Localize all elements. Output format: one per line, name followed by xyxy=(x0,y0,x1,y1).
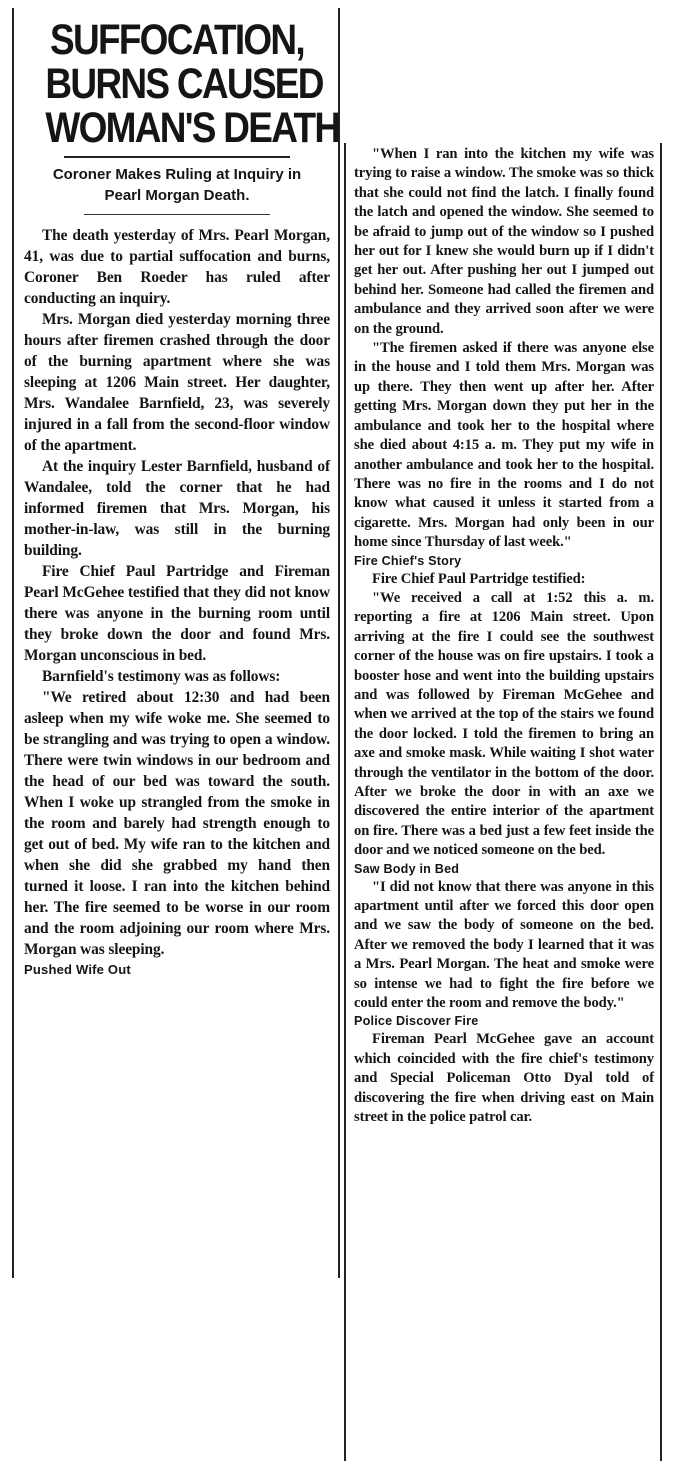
left-column-body xyxy=(24,225,330,979)
deck-rule xyxy=(84,214,270,215)
article-paragraph: At the inquiry Lester Barnfield, husband of Wandalee, told the corner that he had informed firemen that Mrs. Morgan, his mother-in-law, was still in the burning building. xyxy=(24,458,330,559)
deck: Coroner Makes Ruling at Inquiry in Pearl Morgan Death. xyxy=(52,166,302,204)
headline-rule xyxy=(64,156,290,158)
article-left-column xyxy=(12,8,340,1278)
article-subhead: Pushed Wife Out xyxy=(24,962,131,977)
article-subhead: Saw Body in Bed xyxy=(354,861,460,876)
article-paragraph: Fireman Pearl McGehee gave an account which coincided with the fire chief's testimony and Special Policeman Otto Dyal told of discovering the fire when driving east on Main street in the police patrol car. xyxy=(354,1031,654,1126)
article-paragraph: Fire Chief Paul Partridge testified: xyxy=(372,570,586,587)
article-subhead: Fire Chief's Story xyxy=(354,553,462,568)
headline-line: WOMAN'S DEATH xyxy=(45,104,340,152)
headline-line: SUFFOCATION, xyxy=(50,16,304,64)
article-subhead: Police Discover Fire xyxy=(354,1014,479,1029)
article-paragraph: Mrs. Morgan died yesterday morning three hours after firemen crashed through the door of the burning apartment where she was sleeping at 1206 Main street. Her daughter, Mrs. Wandalee Barnfield, 23, was severely injured in a fall from the second-floor window of the apartment. xyxy=(24,311,330,454)
article-paragraph: "I did not know that there was anyone in this apartment until after we forced this door open and we saw the body of someone on the bed. After we removed the body I learned that it was a Mrs. Pearl Morgan. The heat and smoke were so intense we had to fight the fire before we could enter the room and remove the body." xyxy=(354,878,654,1012)
article-paragraph: "We received a call at 1:52 this a. m. reporting a fire at 1206 Main street. Upon arriving at the fire I could see the southwest corner of the house was on fire upstairs. I took a booster hose and went into the building upstairs and was followed by Fireman McGehee and when we arrived at the top of the stairs we found the door locked. I told the firemen to bring an axe and smoke mask. While waiting I shot water through the ventilator in the bottom of the door. After we broke the door in with an axe we discovered the entire interior of the apartment on fire. There was a bed just a few feet inside the door and we noticed someone on the bed. xyxy=(354,589,654,859)
article-paragraph: Fire Chief Paul Partridge and Fireman Pearl McGehee testified that they did not know there was anyone in the burning room until they broke down the door and found Mrs. Morgan unconscious in bed. xyxy=(24,563,330,664)
article-paragraph: Barnfield's testimony was as follows: xyxy=(42,668,281,685)
article-right-column xyxy=(344,143,662,1461)
headline xyxy=(45,16,340,152)
right-column-body xyxy=(354,145,654,1128)
article-paragraph: "When I ran into the kitchen my wife was trying to raise a window. The smoke was so thick that she could not find the latch. I finally found the latch and opened the window. She seemed to be afraid to jump out of the window so I pushed her out for I knew she would burn up if I didn't get her out. After pushing her out I jumped out behind her. Someone had called the firemen and ambulance and they arrived soon after we were on the ground. xyxy=(354,146,654,337)
headline-line: BURNS CAUSED xyxy=(45,60,323,108)
article-paragraph: "The firemen asked if there was anyone else in the house and I told them Mrs. Morgan was up there. They then went up after her. After getting Mrs. Morgan down they put her in the ambulance and took her to the hospital where she died about 4:15 a. m. They put my wife in another ambulance and took her to the hospital. There was no fire in the rooms and I do not know what caused it unless it started from a cigarette. Mrs. Morgan had only been in our home since Thursday of last week." xyxy=(354,340,654,551)
article-paragraph: "We retired about 12:30 and had been asleep when my wife woke me. She seemed to be strangling and was trying to open a window. There were twin windows in our bedroom and the head of our bed was toward the south. When I woke up strangled from the smoke in the room and barely had strength enough to get out of bed. My wife ran to the kitchen and when she did she grabbed my hand then turned it loose. I ran into the kitchen behind her. The fire seemed to be worse in our room and the room adjoining our room where Mrs. Morgan was sleeping. xyxy=(24,689,330,958)
article-paragraph: The death yesterday of Mrs. Pearl Morgan, 41, was due to partial suffocation and burns, Coroner Ben Roeder has ruled after conducting an inquiry. xyxy=(24,227,330,307)
